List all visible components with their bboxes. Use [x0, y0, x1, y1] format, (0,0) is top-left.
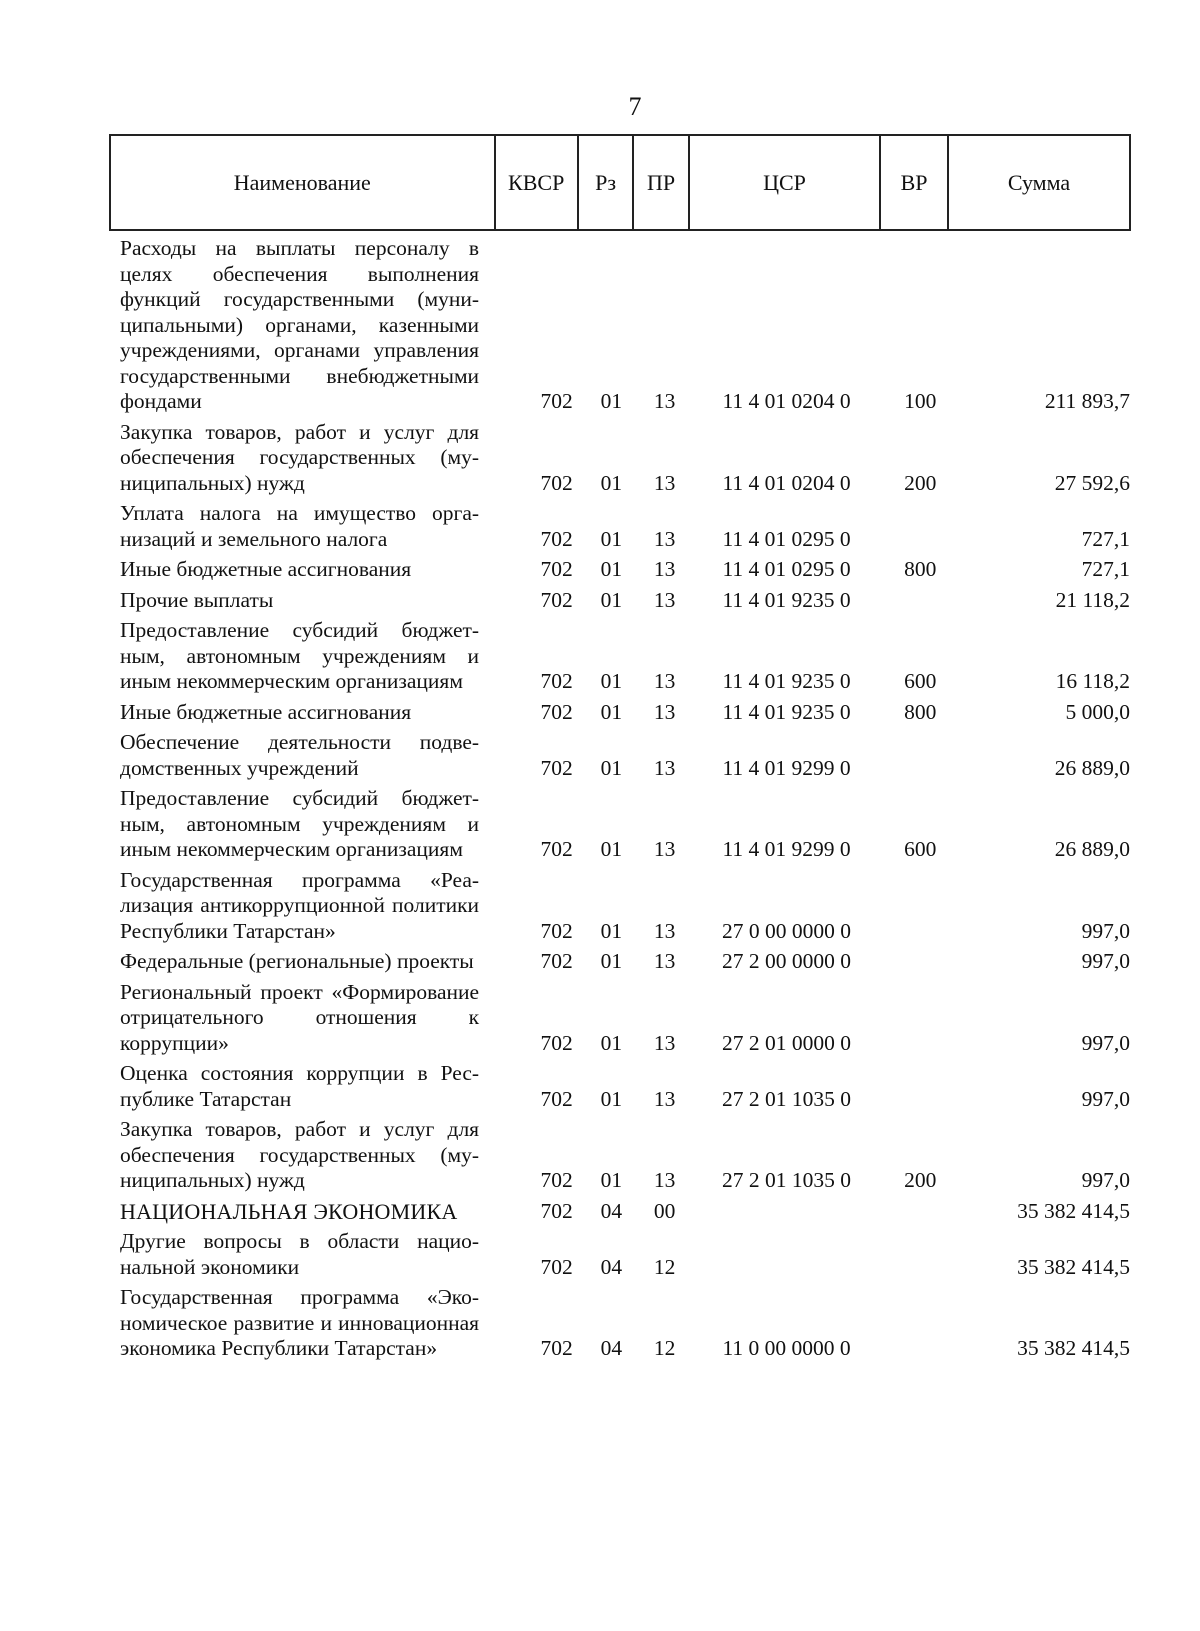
row-kvsr: 702: [540, 949, 573, 973]
row-vr: 200: [904, 1168, 937, 1192]
row-rz: 01: [600, 699, 623, 724]
row-rz: 01: [600, 918, 623, 943]
row-rz: 04: [600, 1198, 623, 1223]
row-sum: 35 382 414,5: [1017, 1254, 1131, 1279]
row-rz: 01: [600, 1168, 623, 1192]
row-name: НАЦИОНАЛЬНАЯ ЭКОНОМИКА: [120, 1198, 458, 1224]
table-row: [120, 980, 1130, 1057]
row-kvsr: 702: [540, 669, 573, 693]
page-number: 7: [628, 92, 642, 121]
row-sum: 997,0: [1081, 1030, 1131, 1055]
table-row: [120, 1117, 1130, 1194]
row-name: Иные бюджетные ассигнования: [120, 557, 412, 581]
row-name: Прочие выплаты: [120, 587, 274, 612]
row-pr: 13: [653, 1086, 676, 1111]
row-sum: 997,0: [1081, 918, 1131, 943]
row-rz: 01: [600, 587, 623, 612]
row-csr: 11 4 01 9235 0: [722, 669, 851, 693]
table-row: [120, 700, 1130, 726]
row-name: Обеспечение деятельности подведомственных учреждений: [120, 730, 480, 780]
row-sum: 27 592,6: [1054, 470, 1131, 495]
row-kvsr: 702: [540, 389, 573, 413]
row-pr: 13: [653, 587, 676, 612]
row-csr: 27 2 01 1035 0: [722, 1168, 852, 1192]
row-vr: 800: [904, 557, 937, 581]
row-pr: 13: [653, 918, 676, 943]
row-rz: 01: [600, 389, 623, 413]
table-row: [120, 786, 1130, 863]
row-kvsr: 702: [540, 1086, 573, 1111]
row-csr: 11 4 01 9299 0: [722, 755, 851, 780]
row-name: Закупка товаров, работ и услуг для обеспечения государственных (муниципальных) нужд: [120, 419, 480, 495]
row-csr: 11 4 01 9235 0: [722, 699, 851, 724]
row-vr: 800: [904, 699, 937, 724]
row-kvsr: 702: [540, 755, 573, 780]
column-header-csr: ЦСР: [689, 135, 880, 230]
row-csr: 27 0 00 0000 0: [722, 918, 852, 943]
row-sum: 26 889,0: [1054, 755, 1131, 780]
row-pr: 13: [653, 669, 676, 693]
table-row: [120, 618, 1130, 695]
table-header: [109, 134, 1131, 231]
row-sum: 5 000,0: [1065, 699, 1131, 724]
row-pr: 13: [653, 526, 676, 551]
table-row: [120, 501, 1130, 552]
column-header-kvsr: КВСР: [495, 135, 578, 230]
row-rz: 01: [600, 755, 623, 780]
row-sum: 997,0: [1081, 1086, 1131, 1111]
row-vr: 100: [904, 389, 937, 413]
row-rz: 01: [600, 669, 623, 693]
row-vr: 200: [904, 470, 937, 495]
row-name: Расходы на выплаты персоналу в целях обеспечения выполнения функций государственными (муниципальными) органами, казенными учреждениями, органами управления государственными внебюджетными фондами: [120, 236, 480, 413]
row-name: Другие вопросы в области национальной экономики: [120, 1229, 480, 1279]
row-name: Региональный проект «Формирование отрицательного отношения к коррупции»: [120, 979, 480, 1055]
row-pr: 13: [653, 949, 676, 973]
row-kvsr: 702: [540, 587, 573, 612]
row-rz: 01: [600, 557, 623, 581]
row-pr: 13: [653, 470, 676, 495]
row-kvsr: 702: [540, 1254, 573, 1279]
row-sum: 997,0: [1081, 949, 1131, 973]
row-name: Федеральные (региональные) проекты: [120, 949, 474, 973]
table-row: [120, 1229, 1130, 1280]
row-csr: 27 2 00 0000 0: [722, 949, 852, 973]
row-pr: 13: [653, 755, 676, 780]
column-header-name: Наименование: [110, 135, 495, 230]
row-rz: 01: [600, 949, 623, 973]
row-rz: 01: [600, 837, 623, 861]
row-pr: 12: [653, 1336, 676, 1360]
row-pr: 13: [653, 699, 676, 724]
row-sum: 35 382 414,5: [1017, 1198, 1131, 1223]
table-row: [120, 236, 1130, 415]
row-name: Предоставление субсидий бюджетным, автономным учреждениям и иным некоммерческим организациям: [120, 618, 480, 693]
row-sum: 727,1: [1081, 526, 1131, 551]
column-header-rz: Рз: [578, 135, 634, 230]
row-sum: 26 889,0: [1054, 837, 1131, 861]
table-row: [120, 868, 1130, 945]
row-name: Уплата налога на имущество организаций и земельного налога: [120, 501, 480, 551]
table-row: [120, 588, 1130, 614]
row-pr: 13: [653, 1168, 676, 1192]
row-sum: 16 118,2: [1055, 669, 1131, 693]
row-pr: 12: [653, 1254, 676, 1279]
row-name: Государственная программа «Экономическое развитие и инновационная экономика Республики Татарстан»: [120, 1285, 480, 1360]
table-body: [120, 236, 1130, 1367]
row-rz: 04: [600, 1254, 623, 1279]
row-sum: 997,0: [1081, 1168, 1131, 1192]
row-pr: 13: [653, 557, 676, 581]
row-kvsr: 702: [540, 1168, 573, 1192]
row-kvsr: 702: [540, 1030, 573, 1055]
table-row: [120, 420, 1130, 497]
table-row: [120, 557, 1130, 583]
table-row: [120, 1285, 1130, 1362]
row-kvsr: 702: [540, 699, 573, 724]
row-csr: 11 4 01 0295 0: [722, 526, 851, 551]
row-vr: 600: [904, 669, 937, 693]
row-pr: 13: [653, 389, 676, 413]
row-kvsr: 702: [540, 557, 573, 581]
row-sum: 211 893,7: [1044, 389, 1131, 413]
row-kvsr: 702: [540, 470, 573, 495]
column-header-sum: Сумма: [948, 135, 1130, 230]
row-sum: 727,1: [1081, 557, 1131, 581]
column-header-vr: ВР: [880, 135, 948, 230]
row-name: Иные бюджетные ассигнования: [120, 699, 412, 724]
row-name: Закупка товаров, работ и услуг для обеспечения государственных (муниципальных) нужд: [120, 1117, 480, 1192]
table-row: [120, 730, 1130, 781]
table-row: [120, 1061, 1130, 1112]
row-sum: 35 382 414,5: [1017, 1336, 1131, 1360]
row-csr: 27 2 01 0000 0: [722, 1030, 852, 1055]
row-sum: 21 118,2: [1055, 587, 1131, 612]
row-rz: 01: [600, 1086, 623, 1111]
row-kvsr: 702: [540, 837, 573, 861]
table-row: [120, 1199, 1130, 1225]
row-kvsr: 702: [540, 1336, 573, 1360]
row-csr: 11 4 01 9299 0: [722, 837, 851, 861]
row-csr: 27 2 01 1035 0: [722, 1086, 852, 1111]
row-name: Государственная программа «Реализация антикоррупционной политики Республики Татарстан»: [120, 867, 480, 943]
row-rz: 01: [600, 526, 623, 551]
row-kvsr: 702: [540, 918, 573, 943]
row-rz: 01: [600, 1030, 623, 1055]
row-pr: 00: [653, 1198, 676, 1223]
row-kvsr: 702: [540, 526, 573, 551]
row-rz: 04: [600, 1336, 623, 1360]
row-kvsr: 702: [540, 1198, 573, 1223]
row-csr: 11 4 01 9235 0: [722, 587, 851, 612]
row-csr: 11 4 01 0204 0: [722, 470, 851, 495]
table-row: [120, 949, 1130, 975]
row-name: Предоставление субсидий бюджетным, автономным учреждениям и иным некоммерческим организациям: [120, 786, 480, 861]
row-pr: 13: [653, 837, 676, 861]
column-header-pr: ПР: [633, 135, 689, 230]
row-csr: 11 4 01 0295 0: [722, 557, 851, 581]
row-csr: 11 4 01 0204 0: [722, 389, 851, 413]
row-csr: 11 0 00 0000 0: [722, 1336, 851, 1360]
row-rz: 01: [600, 470, 623, 495]
row-pr: 13: [653, 1030, 676, 1055]
row-vr: 600: [904, 837, 937, 861]
row-name: Оценка состояния коррупции в Республике Татарстан: [120, 1061, 480, 1111]
